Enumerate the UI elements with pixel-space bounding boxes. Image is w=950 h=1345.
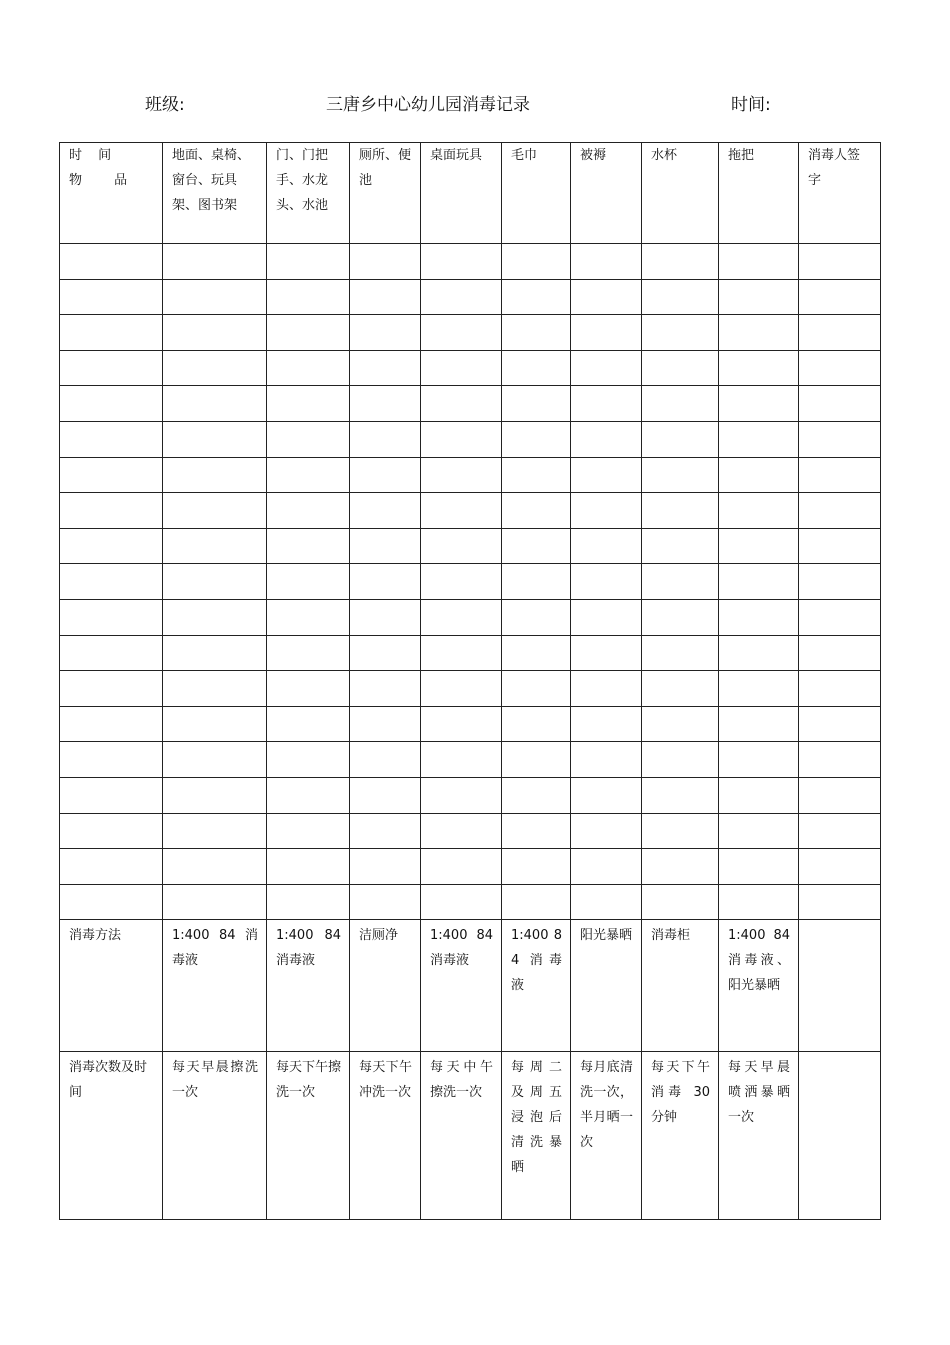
record-cell[interactable] <box>571 742 642 778</box>
record-cell[interactable] <box>163 884 267 920</box>
record-cell[interactable] <box>502 599 571 635</box>
method-cell[interactable]: 1:400 84 消毒液 <box>163 920 267 1052</box>
record-cell[interactable] <box>502 350 571 386</box>
method-cell[interactable]: 1:400 84 消毒液 <box>421 920 502 1052</box>
record-cell[interactable] <box>642 493 719 529</box>
record-cell[interactable] <box>719 884 799 920</box>
record-cell[interactable] <box>799 849 881 885</box>
record-cell[interactable] <box>799 528 881 564</box>
record-cell[interactable] <box>642 635 719 671</box>
record-row <box>60 813 881 849</box>
record-cell[interactable] <box>502 706 571 742</box>
frequency-cell[interactable]: 每天下午消毒 30 分钟 <box>642 1052 719 1220</box>
record-cell[interactable] <box>421 706 502 742</box>
record-cell[interactable] <box>502 813 571 849</box>
record-cell[interactable] <box>350 528 421 564</box>
frequency-cell[interactable]: 每天下午擦洗一次 <box>267 1052 350 1220</box>
record-cell[interactable] <box>350 884 421 920</box>
record-cell[interactable] <box>163 457 267 493</box>
record-cell[interactable] <box>163 315 267 351</box>
method-cell[interactable] <box>799 920 881 1052</box>
record-cell[interactable] <box>719 421 799 457</box>
record-cell[interactable] <box>421 742 502 778</box>
record-cell[interactable] <box>350 706 421 742</box>
column-header: 水杯 <box>642 143 719 244</box>
record-cell[interactable] <box>799 884 881 920</box>
record-cell[interactable] <box>421 386 502 422</box>
record-cell[interactable] <box>642 421 719 457</box>
record-row <box>60 849 881 885</box>
record-cell[interactable] <box>642 564 719 600</box>
record-cell[interactable] <box>163 244 267 280</box>
record-cell[interactable] <box>350 350 421 386</box>
record-cell[interactable] <box>421 457 502 493</box>
record-cell[interactable] <box>421 599 502 635</box>
record-cell[interactable] <box>267 635 350 671</box>
record-row <box>60 421 881 457</box>
record-cell[interactable] <box>267 564 350 600</box>
header-row <box>60 143 881 244</box>
record-date-cell[interactable] <box>60 564 163 600</box>
record-cell[interactable] <box>571 528 642 564</box>
method-row <box>60 920 881 1052</box>
record-cell[interactable] <box>719 350 799 386</box>
record-cell[interactable] <box>163 777 267 813</box>
record-cell[interactable] <box>421 849 502 885</box>
record-cell[interactable] <box>502 884 571 920</box>
record-cell[interactable] <box>421 671 502 707</box>
record-cell[interactable] <box>421 350 502 386</box>
record-cell[interactable] <box>421 884 502 920</box>
record-cell[interactable] <box>642 315 719 351</box>
record-cell[interactable] <box>267 528 350 564</box>
record-cell[interactable] <box>163 279 267 315</box>
record-cell[interactable] <box>799 706 881 742</box>
record-cell[interactable] <box>571 244 642 280</box>
document-title: 三唐乡中心幼儿园消毒记录 <box>326 95 530 115</box>
record-cell[interactable] <box>719 386 799 422</box>
record-date-cell[interactable] <box>60 884 163 920</box>
record-cell[interactable] <box>267 671 350 707</box>
record-cell[interactable] <box>350 742 421 778</box>
record-cell[interactable] <box>421 421 502 457</box>
record-cell[interactable] <box>163 706 267 742</box>
frequency-row <box>60 1052 881 1220</box>
record-cell[interactable] <box>267 706 350 742</box>
record-cell[interactable] <box>571 457 642 493</box>
record-cell[interactable] <box>163 849 267 885</box>
time-label: 时间: <box>731 95 771 115</box>
record-cell[interactable] <box>642 742 719 778</box>
record-cell[interactable] <box>163 528 267 564</box>
column-header: 桌面玩具 <box>421 143 502 244</box>
row-label: 消毒方法 <box>60 920 163 1052</box>
record-cell[interactable] <box>163 421 267 457</box>
record-cell[interactable] <box>799 350 881 386</box>
record-cell[interactable] <box>163 813 267 849</box>
column-header: 毛巾 <box>502 143 571 244</box>
record-cell[interactable] <box>719 315 799 351</box>
frequency-cell[interactable]: 每周二及周五浸泡后清洗暴晒 <box>502 1052 571 1220</box>
record-cell[interactable] <box>267 599 350 635</box>
record-cell[interactable] <box>350 421 421 457</box>
record-cell[interactable] <box>571 350 642 386</box>
record-cell[interactable] <box>350 777 421 813</box>
record-date-cell[interactable] <box>60 457 163 493</box>
record-cell[interactable] <box>719 849 799 885</box>
record-date-cell[interactable] <box>60 279 163 315</box>
record-cell[interactable] <box>421 564 502 600</box>
record-cell[interactable] <box>799 671 881 707</box>
record-row <box>60 457 881 493</box>
record-date-cell[interactable] <box>60 528 163 564</box>
record-cell[interactable] <box>350 493 421 529</box>
record-cell[interactable] <box>163 599 267 635</box>
record-cell[interactable] <box>799 493 881 529</box>
record-cell[interactable] <box>350 386 421 422</box>
record-cell[interactable] <box>571 564 642 600</box>
record-date-cell[interactable] <box>60 706 163 742</box>
column-header: 地面、桌椅、窗台、玩具架、图书架 <box>163 143 267 244</box>
record-cell[interactable] <box>799 777 881 813</box>
corner-item-label: 物 品 <box>69 173 142 188</box>
record-cell[interactable] <box>719 599 799 635</box>
record-cell[interactable] <box>267 493 350 529</box>
class-label: 班级: <box>145 95 185 115</box>
frequency-cell[interactable] <box>799 1052 881 1220</box>
record-row <box>60 386 881 422</box>
record-cell[interactable] <box>719 671 799 707</box>
column-header: 被褥 <box>571 143 642 244</box>
record-cell[interactable] <box>421 635 502 671</box>
record-cell[interactable] <box>502 742 571 778</box>
column-header: 消毒人签字 <box>799 143 881 244</box>
row-label: 消毒次数及时间 <box>60 1052 163 1220</box>
record-cell[interactable] <box>642 884 719 920</box>
record-cell[interactable] <box>502 457 571 493</box>
record-cell[interactable] <box>421 493 502 529</box>
frequency-cell[interactable]: 每天早晨喷洒暴晒一次 <box>719 1052 799 1220</box>
record-cell[interactable] <box>350 244 421 280</box>
record-row <box>60 777 881 813</box>
record-cell[interactable] <box>350 635 421 671</box>
record-cell[interactable] <box>642 599 719 635</box>
record-cell[interactable] <box>571 671 642 707</box>
record-cell[interactable] <box>642 350 719 386</box>
record-cell[interactable] <box>267 849 350 885</box>
record-date-cell[interactable] <box>60 315 163 351</box>
record-cell[interactable] <box>642 386 719 422</box>
record-cell[interactable] <box>267 315 350 351</box>
record-cell[interactable] <box>350 813 421 849</box>
record-cell[interactable] <box>642 849 719 885</box>
record-cell[interactable] <box>350 315 421 351</box>
record-cell[interactable] <box>642 528 719 564</box>
corner-cell <box>60 143 163 244</box>
record-cell[interactable] <box>267 386 350 422</box>
record-cell[interactable] <box>163 671 267 707</box>
record-cell[interactable] <box>421 244 502 280</box>
record-cell[interactable] <box>502 315 571 351</box>
record-cell[interactable] <box>571 493 642 529</box>
record-cell[interactable] <box>421 315 502 351</box>
record-cell[interactable] <box>571 279 642 315</box>
corner-time-label: 时 间 <box>69 148 118 163</box>
record-date-cell[interactable] <box>60 599 163 635</box>
record-cell[interactable] <box>719 564 799 600</box>
record-cell[interactable] <box>642 457 719 493</box>
record-date-cell[interactable] <box>60 244 163 280</box>
method-cell[interactable]: 阳光暴晒 <box>571 920 642 1052</box>
record-cell[interactable] <box>502 421 571 457</box>
record-cell[interactable] <box>502 564 571 600</box>
record-date-cell[interactable] <box>60 777 163 813</box>
record-row <box>60 315 881 351</box>
record-cell[interactable] <box>719 457 799 493</box>
record-row <box>60 528 881 564</box>
record-row <box>60 350 881 386</box>
record-cell[interactable] <box>350 457 421 493</box>
frequency-cell[interactable]: 每天早晨擦洗一次 <box>163 1052 267 1220</box>
record-cell[interactable] <box>642 671 719 707</box>
record-cell[interactable] <box>571 635 642 671</box>
record-date-cell[interactable] <box>60 742 163 778</box>
record-cell[interactable] <box>799 813 881 849</box>
record-cell[interactable] <box>799 315 881 351</box>
record-cell[interactable] <box>719 813 799 849</box>
record-cell[interactable] <box>799 421 881 457</box>
record-cell[interactable] <box>571 315 642 351</box>
record-cell[interactable] <box>502 635 571 671</box>
record-cell[interactable] <box>267 244 350 280</box>
record-cell[interactable] <box>799 279 881 315</box>
method-cell[interactable]: 1:400 84 消毒液 <box>267 920 350 1052</box>
record-row <box>60 279 881 315</box>
record-cell[interactable] <box>267 350 350 386</box>
record-cell[interactable] <box>350 671 421 707</box>
record-cell[interactable] <box>350 564 421 600</box>
record-cell[interactable] <box>502 849 571 885</box>
record-cell[interactable] <box>421 777 502 813</box>
record-cell[interactable] <box>502 279 571 315</box>
record-cell[interactable] <box>642 777 719 813</box>
method-cell[interactable]: 1:400 84 消毒液 <box>502 920 571 1052</box>
record-cell[interactable] <box>719 635 799 671</box>
record-date-cell[interactable] <box>60 421 163 457</box>
record-cell[interactable] <box>163 493 267 529</box>
record-cell[interactable] <box>421 528 502 564</box>
record-cell[interactable] <box>267 742 350 778</box>
record-cell[interactable] <box>421 813 502 849</box>
record-cell[interactable] <box>571 777 642 813</box>
record-cell[interactable] <box>267 457 350 493</box>
record-cell[interactable] <box>719 777 799 813</box>
frequency-cell[interactable]: 每天下午冲洗一次 <box>350 1052 421 1220</box>
record-cell[interactable] <box>719 706 799 742</box>
method-cell[interactable]: 洁厕净 <box>350 920 421 1052</box>
record-cell[interactable] <box>642 813 719 849</box>
column-header: 拖把 <box>719 143 799 244</box>
record-cell[interactable] <box>571 884 642 920</box>
record-cell[interactable] <box>571 599 642 635</box>
record-cell[interactable] <box>799 564 881 600</box>
record-cell[interactable] <box>502 244 571 280</box>
record-cell[interactable] <box>571 849 642 885</box>
record-cell[interactable] <box>502 493 571 529</box>
record-cell[interactable] <box>267 421 350 457</box>
record-cell[interactable] <box>267 884 350 920</box>
record-cell[interactable] <box>421 279 502 315</box>
record-row <box>60 244 881 280</box>
record-row <box>60 564 881 600</box>
frequency-cell[interactable]: 每月底清洗一次，半月晒一次 <box>571 1052 642 1220</box>
record-cell[interactable] <box>502 777 571 813</box>
record-cell[interactable] <box>163 564 267 600</box>
record-cell[interactable] <box>267 279 350 315</box>
record-cell[interactable] <box>502 528 571 564</box>
record-cell[interactable] <box>719 493 799 529</box>
disinfection-record-table <box>59 142 881 1220</box>
record-cell[interactable] <box>163 350 267 386</box>
record-cell[interactable] <box>571 386 642 422</box>
record-cell[interactable] <box>719 742 799 778</box>
record-row <box>60 599 881 635</box>
record-cell[interactable] <box>350 849 421 885</box>
record-cell[interactable] <box>502 671 571 707</box>
record-cell[interactable] <box>799 386 881 422</box>
record-row <box>60 742 881 778</box>
record-date-cell[interactable] <box>60 493 163 529</box>
record-row <box>60 635 881 671</box>
record-cell[interactable] <box>267 777 350 813</box>
record-date-cell[interactable] <box>60 635 163 671</box>
method-cell[interactable]: 1:400 84 消毒液、阳光暴晒 <box>719 920 799 1052</box>
record-row <box>60 493 881 529</box>
record-cell[interactable] <box>799 244 881 280</box>
record-cell[interactable] <box>799 457 881 493</box>
frequency-cell[interactable]: 每天中午擦洗一次 <box>421 1052 502 1220</box>
record-cell[interactable] <box>642 244 719 280</box>
record-cell[interactable] <box>799 635 881 671</box>
record-date-cell[interactable] <box>60 671 163 707</box>
record-row <box>60 706 881 742</box>
record-cell[interactable] <box>642 279 719 315</box>
record-cell[interactable] <box>163 742 267 778</box>
record-cell[interactable] <box>350 599 421 635</box>
record-date-cell[interactable] <box>60 813 163 849</box>
record-cell[interactable] <box>502 386 571 422</box>
record-cell[interactable] <box>571 706 642 742</box>
column-header: 厕所、便池 <box>350 143 421 244</box>
column-header: 门、门把手、水龙头、水池 <box>267 143 350 244</box>
record-cell[interactable] <box>571 813 642 849</box>
record-cell[interactable] <box>163 635 267 671</box>
record-row <box>60 671 881 707</box>
record-cell[interactable] <box>163 386 267 422</box>
record-date-cell[interactable] <box>60 386 163 422</box>
record-cell[interactable] <box>719 528 799 564</box>
record-cell[interactable] <box>719 279 799 315</box>
record-date-cell[interactable] <box>60 849 163 885</box>
method-cell[interactable]: 消毒柜 <box>642 920 719 1052</box>
record-cell[interactable] <box>642 706 719 742</box>
record-row <box>60 884 881 920</box>
record-cell[interactable] <box>350 279 421 315</box>
record-cell[interactable] <box>719 244 799 280</box>
record-cell[interactable] <box>799 599 881 635</box>
record-cell[interactable] <box>571 421 642 457</box>
record-cell[interactable] <box>799 742 881 778</box>
record-cell[interactable] <box>267 813 350 849</box>
record-date-cell[interactable] <box>60 350 163 386</box>
